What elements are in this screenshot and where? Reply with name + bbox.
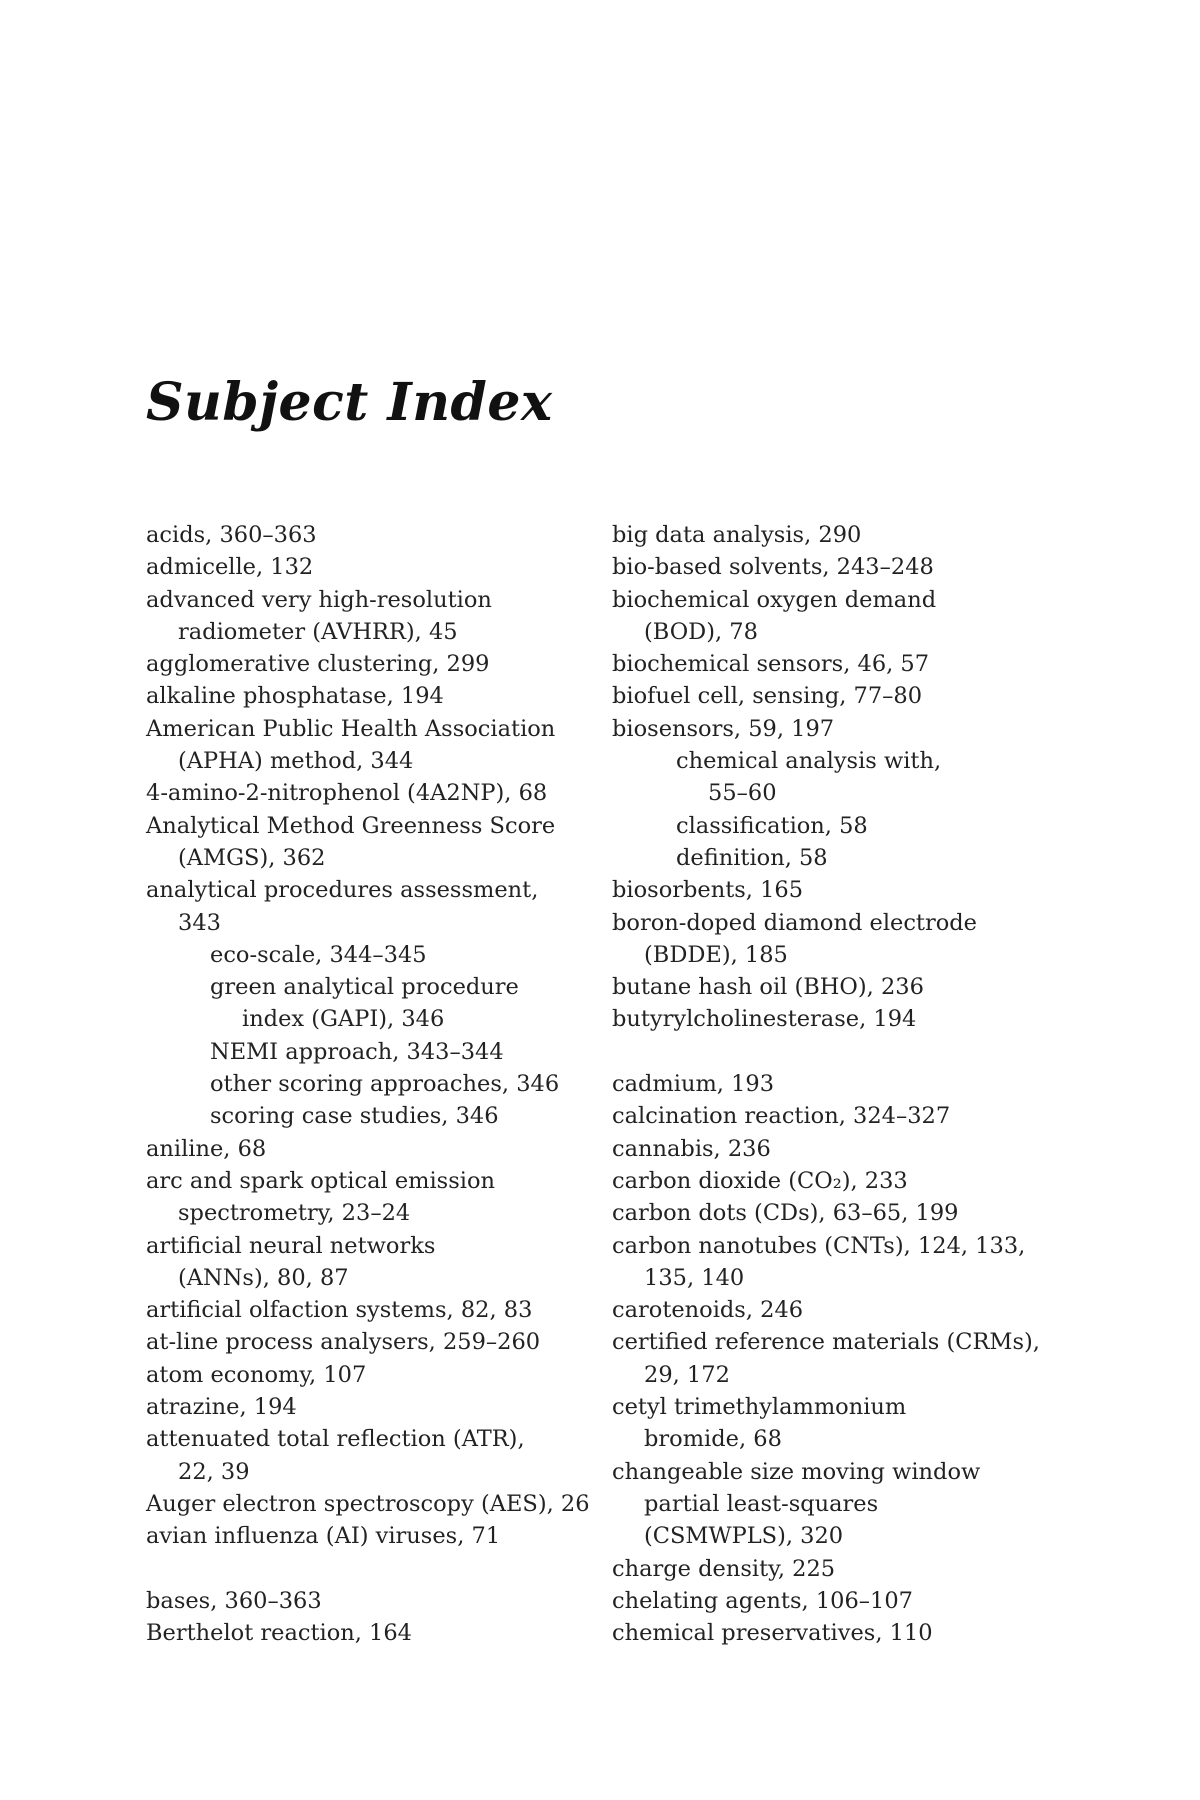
index-entry: Auger electron spectroscopy (AES), 26 [146, 1490, 590, 1517]
index-entry: cetyl trimethylammonium [612, 1394, 907, 1421]
index-subentry: 55–60 [708, 780, 777, 807]
index-entry: butyrylcholinesterase, 194 [612, 1006, 917, 1033]
index-entry: atom economy, 107 [146, 1361, 367, 1388]
index-subentry: bromide, 68 [644, 1426, 782, 1453]
index-subentry: classification, 58 [676, 812, 868, 839]
index-column-right [612, 519, 1082, 1649]
index-entry: advanced very high-resolution [146, 586, 492, 613]
index-entry: bases, 360–363 [146, 1587, 322, 1614]
index-entry: 4-amino-2-nitrophenol (4A2NP), 68 [146, 780, 548, 807]
index-entry: chemical preservatives, 110 [612, 1620, 933, 1647]
index-entry: chelating agents, 106–107 [612, 1587, 913, 1614]
index-entry: bio-based solvents, 243–248 [612, 554, 934, 581]
index-entry: artificial olfaction systems, 82, 83 [146, 1297, 533, 1324]
index-entry: biosensors, 59, 197 [612, 715, 835, 742]
index-subentry: spectrometry, 23–24 [178, 1200, 411, 1227]
index-subentry: (BOD), 78 [644, 618, 758, 645]
index-entry: Analytical Method Greenness Score [146, 812, 556, 839]
index-subentry: other scoring approaches, 346 [210, 1071, 560, 1098]
index-entry: biosorbents, 165 [612, 877, 804, 904]
index-subentry: (CSMWPLS), 320 [644, 1523, 844, 1550]
index-subentry: NEMI approach, 343–344 [210, 1038, 504, 1065]
index-subentry: radiometer (AVHRR), 45 [178, 618, 458, 645]
index-entry: acids, 360–363 [146, 522, 317, 548]
index-entry: carbon nanotubes (CNTs), 124, 133, [612, 1232, 1026, 1259]
index-subentry: definition, 58 [676, 844, 828, 871]
index-subentry: (AMGS), 362 [178, 844, 326, 871]
index-entry: admicelle, 132 [146, 554, 314, 581]
index-entry: certified reference materials (CRMs), [612, 1329, 1040, 1356]
index-entry: analytical procedures assessment, [146, 877, 539, 904]
index-entry: artificial neural networks [146, 1232, 436, 1259]
index-entry: alkaline phosphatase, 194 [146, 683, 444, 710]
index-entry: big data analysis, 290 [612, 522, 862, 548]
index-entry: butane hash oil (BHO), 236 [612, 974, 924, 1001]
index-subentry: green analytical procedure [210, 974, 519, 1001]
index-column-left [146, 519, 616, 1649]
index-entry: carbon dioxide (CO₂), 233 [612, 1167, 908, 1194]
index-entry: agglomerative clustering, 299 [146, 651, 490, 678]
index-entry: biofuel cell, sensing, 77–80 [612, 683, 923, 710]
index-subentry: eco-scale, 344–345 [210, 941, 427, 968]
index-entry: avian influenza (AI) viruses, 71 [146, 1523, 501, 1550]
page-title: Subject Index [146, 372, 553, 433]
index-entry: biochemical sensors, 46, 57 [612, 651, 930, 678]
index-entry: biochemical oxygen demand [612, 586, 937, 613]
index-entry: calcination reaction, 324–327 [612, 1103, 951, 1130]
index-entry: attenuated total reflection (ATR), [146, 1426, 525, 1453]
index-subentry: scoring case studies, 346 [210, 1103, 499, 1130]
index-entry: carbon dots (CDs), 63–65, 199 [612, 1200, 959, 1227]
index-entry: cannabis, 236 [612, 1135, 771, 1162]
index-entry: American Public Health Association [146, 715, 556, 742]
letter-group-gap [146, 1553, 616, 1585]
index-entry: changeable size moving window [612, 1458, 981, 1485]
index-entry: carotenoids, 246 [612, 1297, 804, 1324]
index-subentry: 135, 140 [644, 1264, 745, 1291]
index-entry: atrazine, 194 [146, 1394, 297, 1421]
index-subentry: 343 [178, 909, 221, 936]
letter-group-gap [612, 1036, 1082, 1068]
index-entry: boron-doped diamond electrode [612, 909, 977, 936]
index-subentry: 22, 39 [178, 1458, 250, 1485]
index-subentry: partial least-squares [644, 1490, 879, 1517]
index-subentry: (APHA) method, 344 [178, 748, 414, 775]
index-subentry: (ANNs), 80, 87 [178, 1264, 349, 1291]
index-entry: Berthelot reaction, 164 [146, 1620, 413, 1647]
index-entry: cadmium, 193 [612, 1071, 775, 1098]
index-entry: charge density, 225 [612, 1555, 836, 1582]
index-entry: arc and spark optical emission [146, 1167, 496, 1194]
index-subentry: index (GAPI), 346 [242, 1006, 445, 1033]
index-entry: at-line process analysers, 259–260 [146, 1329, 541, 1356]
index-subentry: chemical analysis with, [676, 748, 942, 775]
index-subentry: 29, 172 [644, 1361, 730, 1388]
index-subentry: (BDDE), 185 [644, 941, 788, 968]
index-entry: aniline, 68 [146, 1135, 267, 1162]
